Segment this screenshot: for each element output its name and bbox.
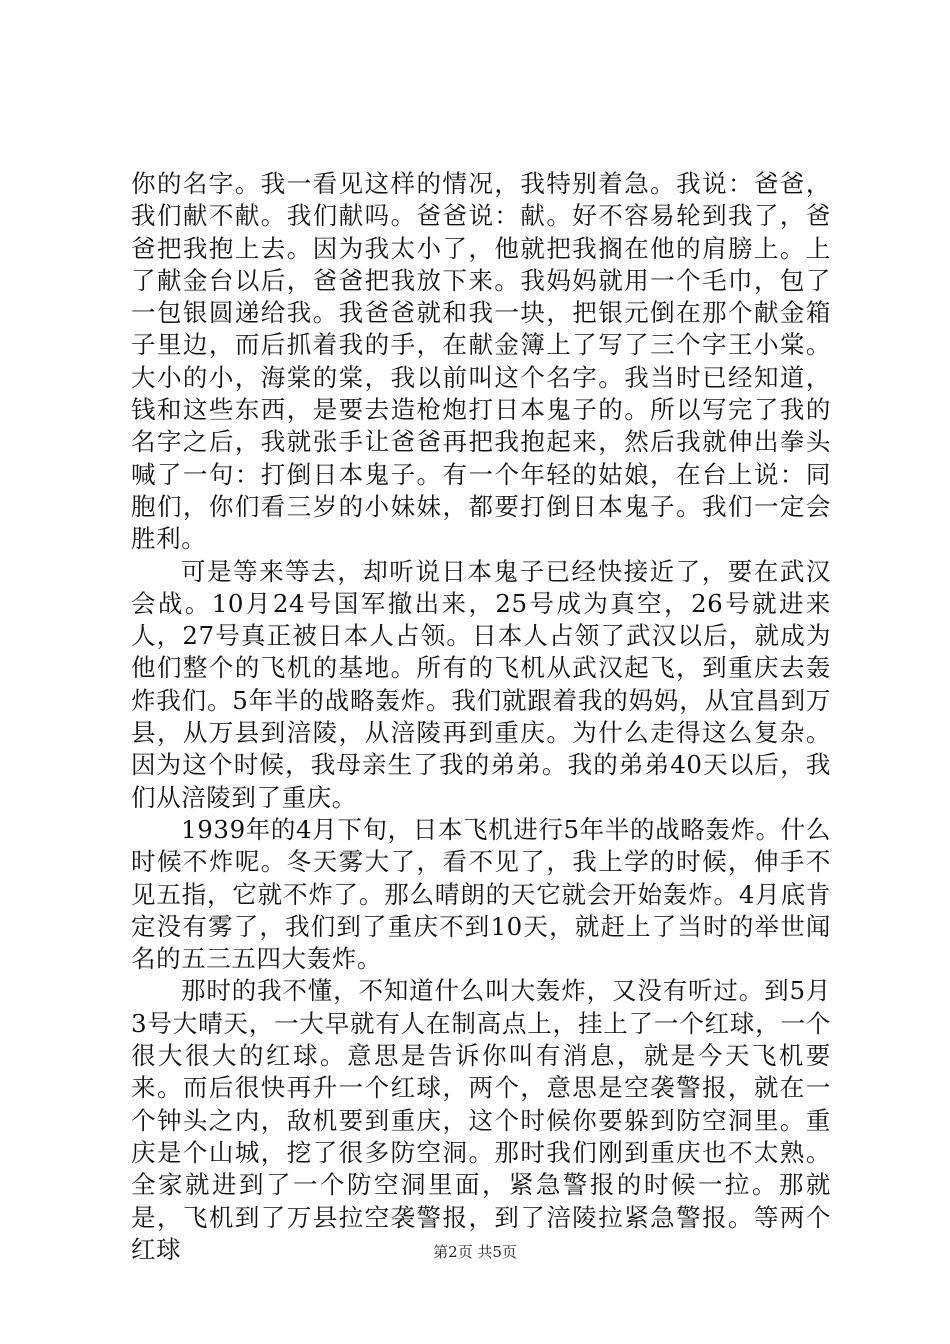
page-footer	[0, 1242, 950, 1262]
paragraph-3: 1939年的4月下旬，日本飞机进行5年半的战略轰炸。什么时候不炸呢。冬天雾大了，看不见了，我上学的时候，伸手不见五指，它就不炸了。那么晴朗的天它就会开始轰炸。4月底肯定没有雾了，我们到了重庆不到10天，就赶上了当时的举世闻名的五三五四大轰炸。	[131, 814, 831, 974]
paragraph-2: 可是等来等去，却听说日本鬼子已经快接近了，要在武汉会战。10月24号国军撤出来，25号成为真空，26号就进来人，27号真正被日本人占领。日本人占领了武汉以后，就成为他们整个的飞机的基地。所有的飞机从武汉起飞，到重庆去轰炸我们。5年半的战略轰炸。我们就跟着我的妈妈，从宜昌到万县，从万县到涪陵，从涪陵再到重庆。为什么走得这么复杂。因为这个时候，我母亲生了我的弟弟。我的弟弟40天以后，我们从涪陵到了重庆。	[131, 556, 831, 812]
paragraph-1: 你的名字。我一看见这样的情况，我特别着急。我说：爸爸，我们献不献。我们献吗。爸爸说：献。好不容易轮到我了，爸爸把我抱上去。因为我太小了，他就把我搁在他的肩膀上。上了献金台以后，爸爸把我放下来。我妈妈就用一个毛巾，包了一包银圆递给我。我爸爸就和我一块，把银元倒在那个献金箱子里边，而后抓着我的手，在献金簿上了写了三个字王小棠。大小的小，海棠的棠，我以前叫这个名字。我当时已经知道，钱和这些东西，是要去造枪炮打日本鬼子的。所以写完了我的名字之后，我就张手让爸爸再把我抱起来，然后我就伸出拳头喊了一句：打倒日本鬼子。有一个年轻的姑娘，在台上说：同胞们，你们看三岁的小妹妹，都要打倒日本鬼子。我们一定会胜利。	[131, 169, 831, 554]
document-body	[131, 168, 831, 1266]
page-number-label: 第2页 共5页	[433, 1243, 517, 1261]
paragraph-4: 那时的我不懂，不知道什么叫大轰炸，又没有听过。到5月3号大晴天，一大早就有人在制高点上，挂上了一个红球，一个很大很大的红球。意思是告诉你叫有消息，就是今天飞机要来。而后很快再升一个红球，两个，意思是空袭警报，就在一个钟头之内，敌机要到重庆，这个时候你要躲到防空洞里。重庆是个山城，挖了很多防空洞。那时我们刚到重庆也不太熟。全家就进到了一个防空洞里面，紧急警报的时候一拉。那就是，飞机到了万县拉空袭警报，到了涪陵拉紧急警报。等两个红球	[131, 976, 831, 1264]
